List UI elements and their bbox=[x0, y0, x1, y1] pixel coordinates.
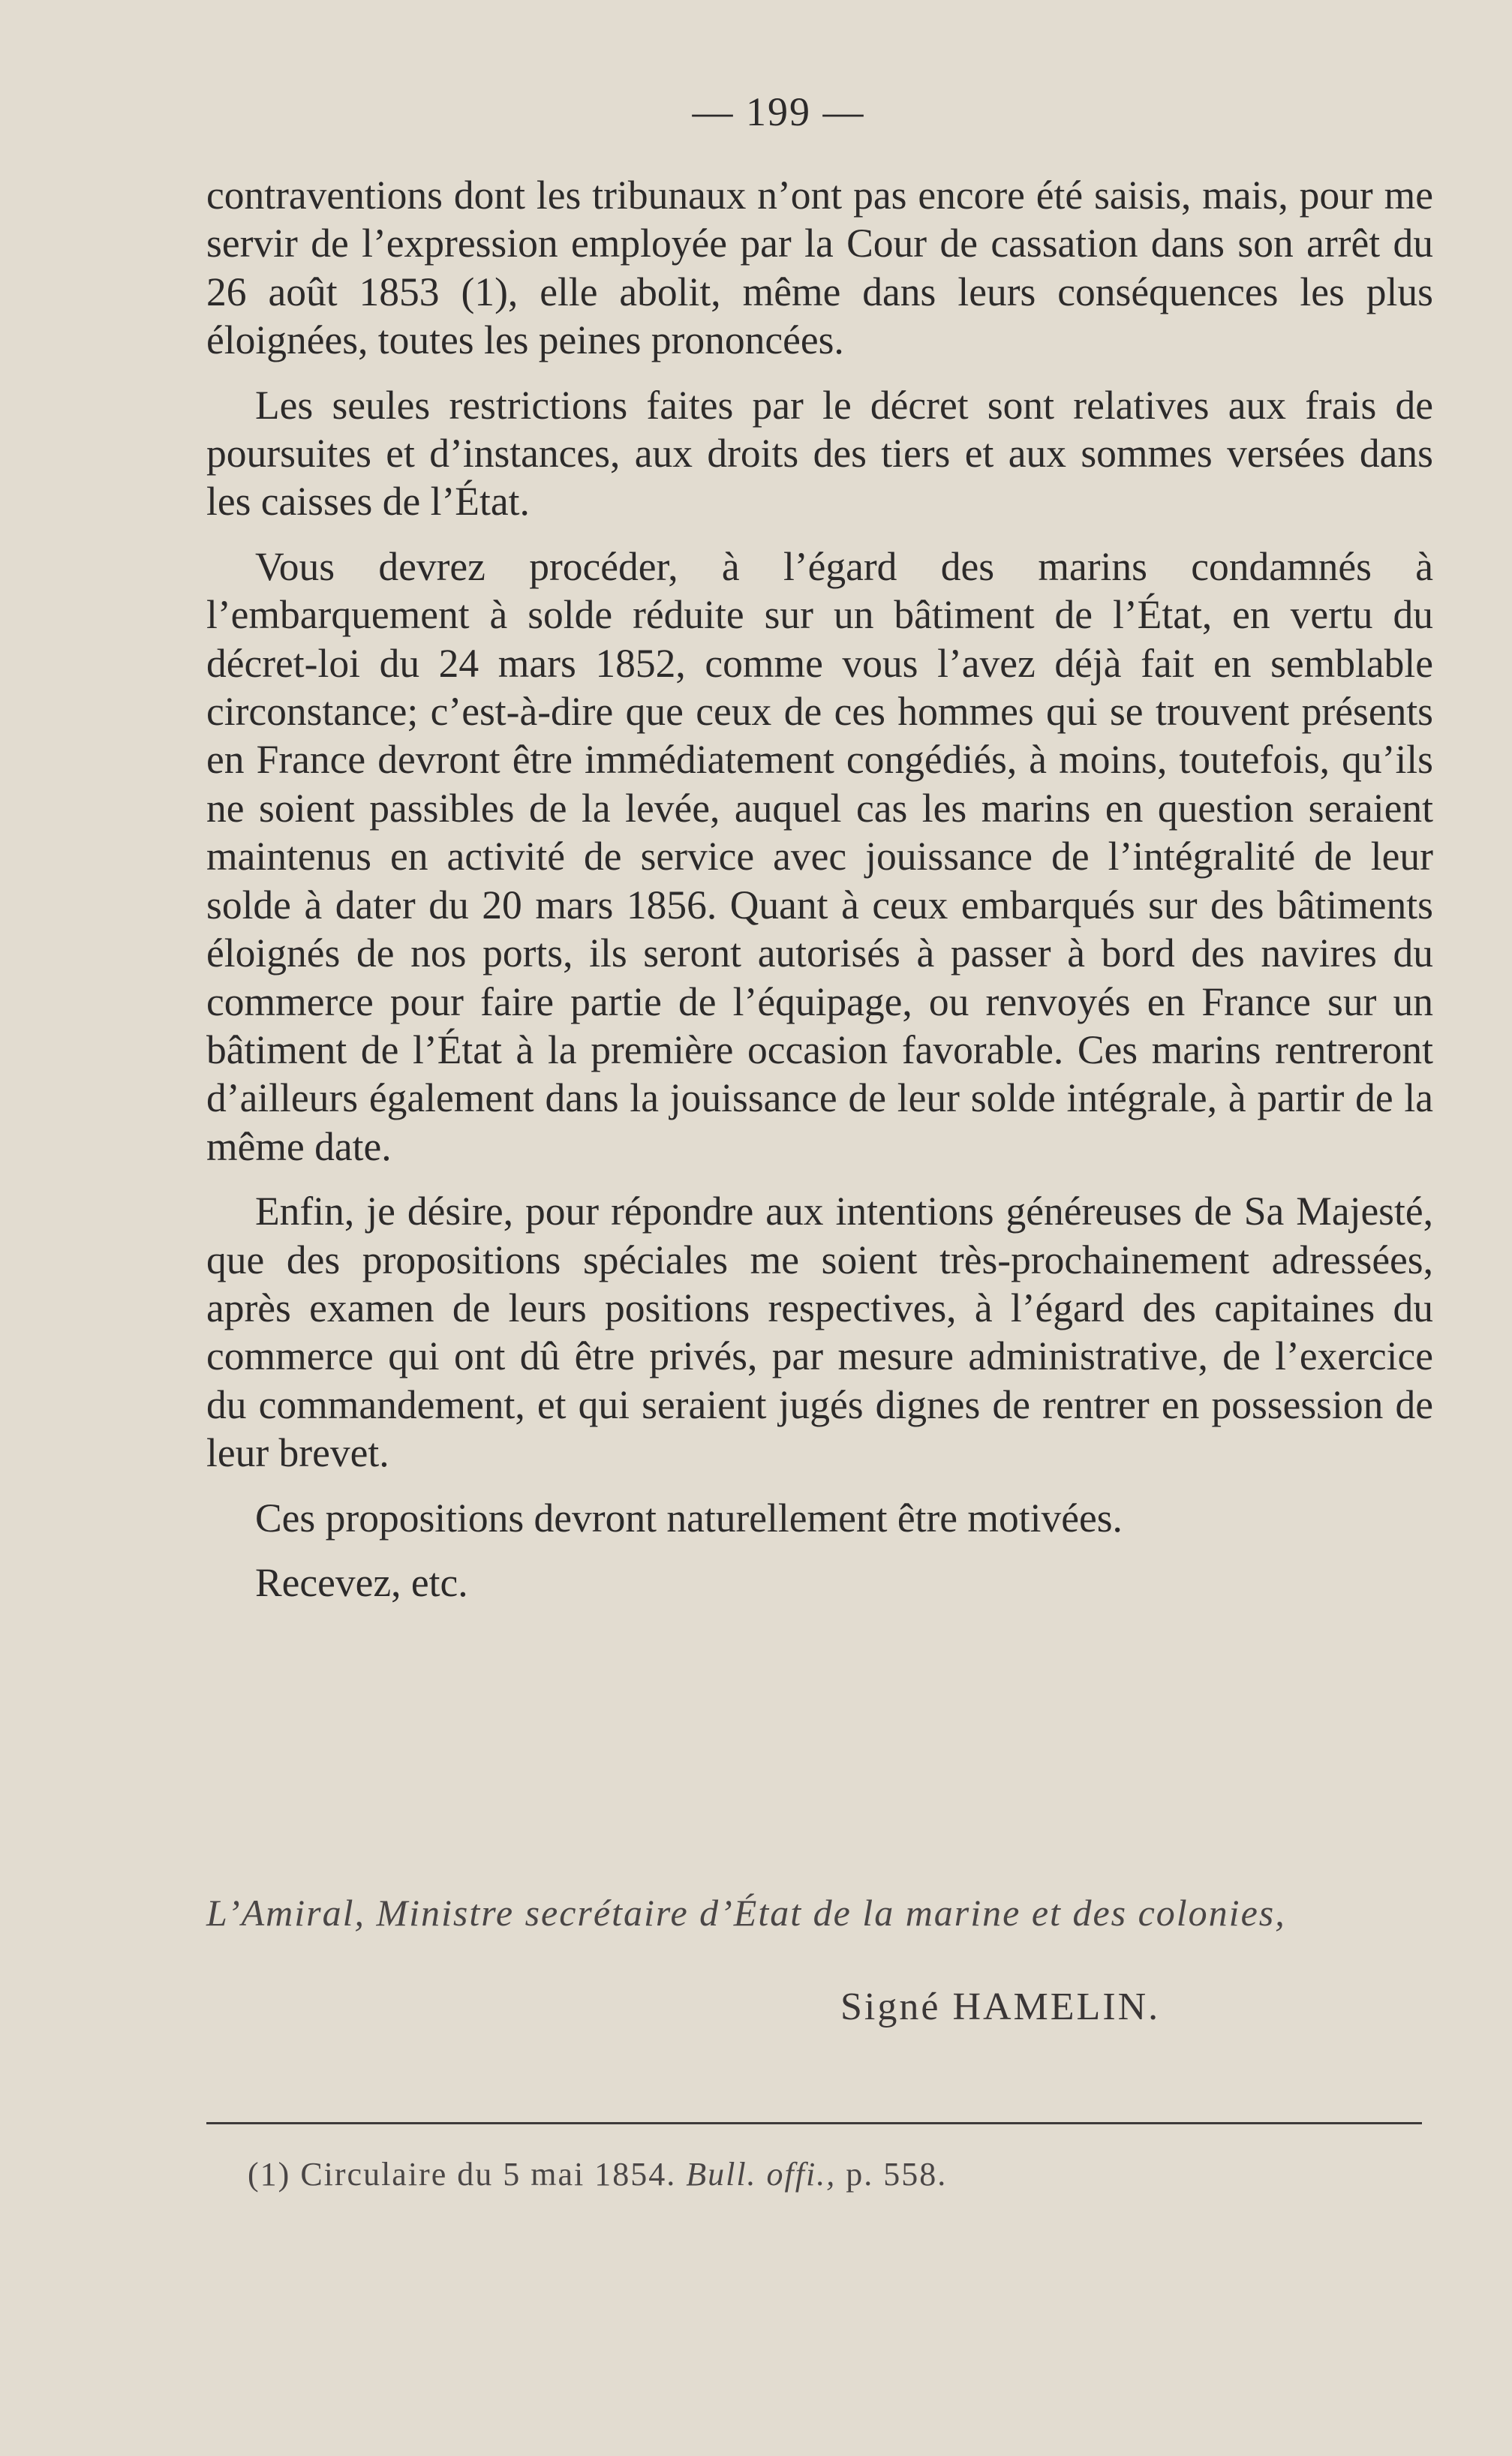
page-number: — 199 — bbox=[692, 89, 865, 134]
footnote-source: Bull. offi., bbox=[686, 2156, 837, 2193]
footnote-page: p. 558. bbox=[846, 2156, 948, 2193]
paragraph-1: contraventions dont les tribunaux n’ont pas encore été saisis, mais, pour me servir de l’expression employée par la Cour de cassation dans son arrêt du 26 août 1853 (1), elle abolit, même dans leurs conséquences les plus éloignées, toutes les peines prononcées. bbox=[206, 173, 1433, 363]
paragraph-3: Vous devrez procéder, à l’égard des marins condamnés à l’embarquement à solde réduite sur un bâtiment de l’État, en vertu du décret-loi du 24 mars 1852, comme vous l’avez déjà fait en semblable circonstance; c’est-à-dire que ceux de ces hommes qui se trouvent présents en France devront être immédiatement congédiés, à moins, toutefois, qu’ils ne soient passibles de la levée, auquel cas les marins en question seraient maintenus en activité de service avec jouissance de l’intégralité de leur solde à dater du 20 mars 1856. Quant à ceux embarqués sur des bâtiments éloignés de nos ports, ils seront autorisés à passer à bord des navires du commerce pour faire partie de l’équipage, ou renvoyés en France sur un bâtiment de l’État à la première occasion favorable. Ces marins rentreront d’ailleurs également dans la jouissance de leur solde intégrale, à partir de la même date. bbox=[206, 543, 1433, 1169]
paragraph-6: Recevez, etc. bbox=[255, 1559, 468, 1605]
paragraph-4: Enfin, je désire, pour répondre aux intentions généreuses de Sa Majesté, que des propositions spéciales me soient très-prochainement adressées, après examen de leurs positions respectives, à l’égard des capitaines du commerce qui ont dû être privés, par mesure administrative, de l’exercice du commandement, et qui seraient jugés dignes de rentrer en possession de leur brevet. bbox=[206, 1189, 1433, 1476]
signed-name: Signé HAMELIN. bbox=[840, 1986, 1161, 2028]
footnote-divider bbox=[206, 2122, 1422, 2124]
footnote-text: Circulaire du 5 mai 1854. bbox=[300, 2156, 677, 2193]
footnote bbox=[248, 2155, 947, 2193]
signatory-title: L’Amiral, Ministre secrétaire d’État de la marine et des colonies, bbox=[206, 1892, 1286, 1934]
footnote-marker: (1) bbox=[248, 2156, 291, 2193]
paragraph-5: Ces propositions devront naturellement être motivées. bbox=[255, 1495, 1123, 1541]
paragraph-2: Les seules restrictions faites par le décret sont relatives aux frais de poursuites et d’instances, aux droits des tiers et aux sommes versées dans les caisses de l’État. bbox=[206, 382, 1433, 525]
body-text bbox=[206, 171, 1433, 1607]
